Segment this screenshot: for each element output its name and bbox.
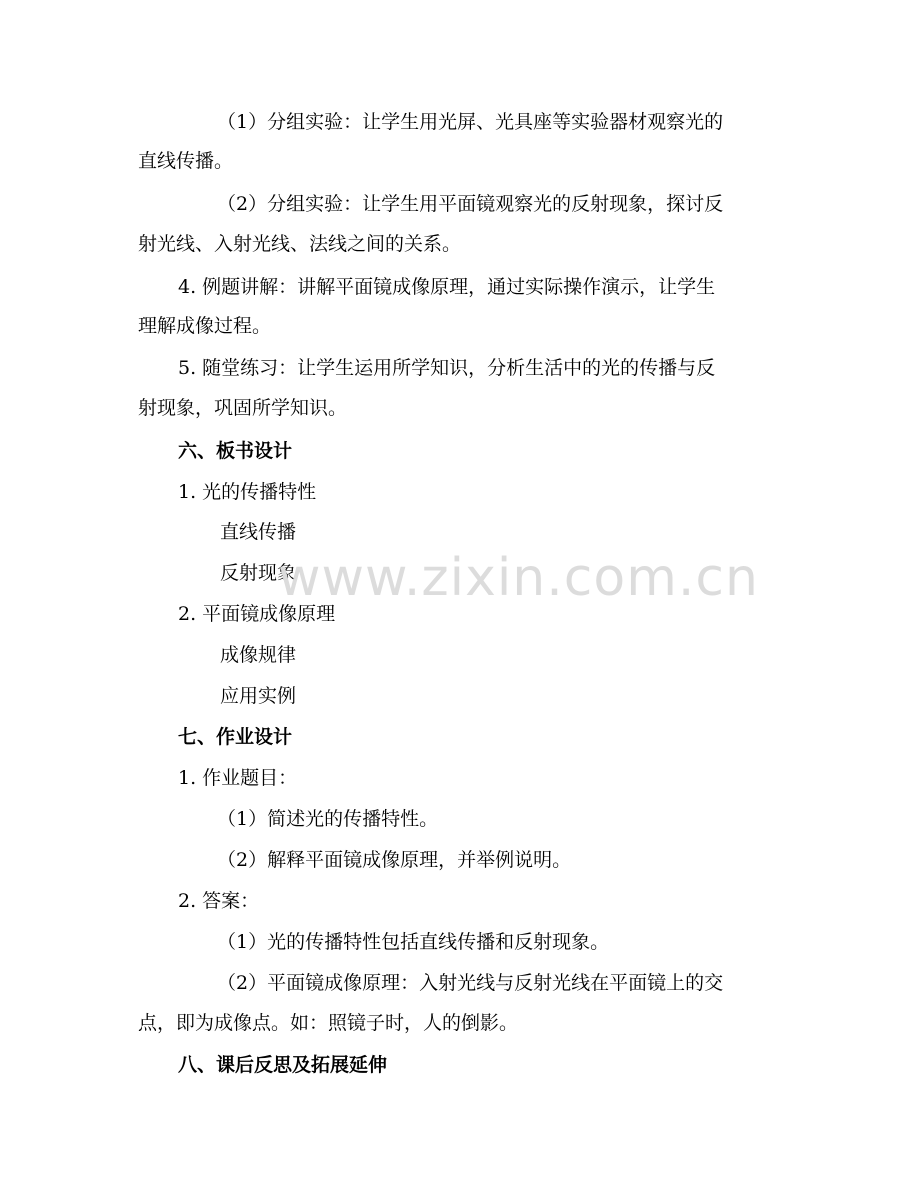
paragraph-line: 点，即为成像点。如：照镜子时，人的倒影。: [138, 1012, 519, 1034]
section-heading-board-design: 六、板书设计: [178, 440, 293, 462]
watermark: www.zixin.com.cn: [278, 548, 759, 608]
section-heading-homework-design: 七、作业设计: [178, 726, 293, 748]
list-subitem: （1）简述光的传播特性。: [217, 808, 439, 830]
paragraph-line: （2）分组实验：让学生用平面镜观察光的反射现象，探讨反: [217, 193, 724, 215]
list-item: 1. 光的传播特性: [178, 481, 317, 503]
paragraph-line: （2）平面镜成像原理：入射光线与反射光线在平面镜上的交: [217, 972, 724, 994]
list-subitem: （1）光的传播特性包括直线传播和反射现象。: [217, 931, 610, 953]
list-subitem: 直线传播: [220, 521, 297, 543]
paragraph-line: （1）分组实验：让学生用光屏、光具座等实验器材观察光的: [217, 111, 724, 133]
paragraph-line: 4. 例题讲解：讲解平面镜成像原理，通过实际操作演示，让学生: [178, 276, 716, 298]
list-item: 2. 答案：: [178, 890, 260, 912]
list-subitem: 反射现象: [220, 562, 297, 584]
paragraph-line: 射现象，巩固所学知识。: [138, 397, 348, 419]
list-subitem: 应用实例: [220, 685, 297, 707]
paragraph-line: 5. 随堂练习：让学生运用所学知识，分析生活中的光的传播与反: [178, 357, 716, 379]
paragraph-line: 射光线、入射光线、法线之间的关系。: [138, 233, 462, 255]
list-item: 1. 作业题目：: [178, 767, 298, 789]
paragraph-line: 直线传播。: [138, 150, 234, 172]
list-subitem: （2）解释平面镜成像原理，并举例说明。: [217, 849, 572, 871]
list-subitem: 成像规律: [220, 644, 297, 666]
paragraph-line: 理解成像过程。: [138, 315, 272, 337]
list-item: 2. 平面镜成像原理: [178, 603, 336, 625]
section-heading-reflection-extension: 八、课后反思及拓展延伸: [178, 1054, 388, 1076]
